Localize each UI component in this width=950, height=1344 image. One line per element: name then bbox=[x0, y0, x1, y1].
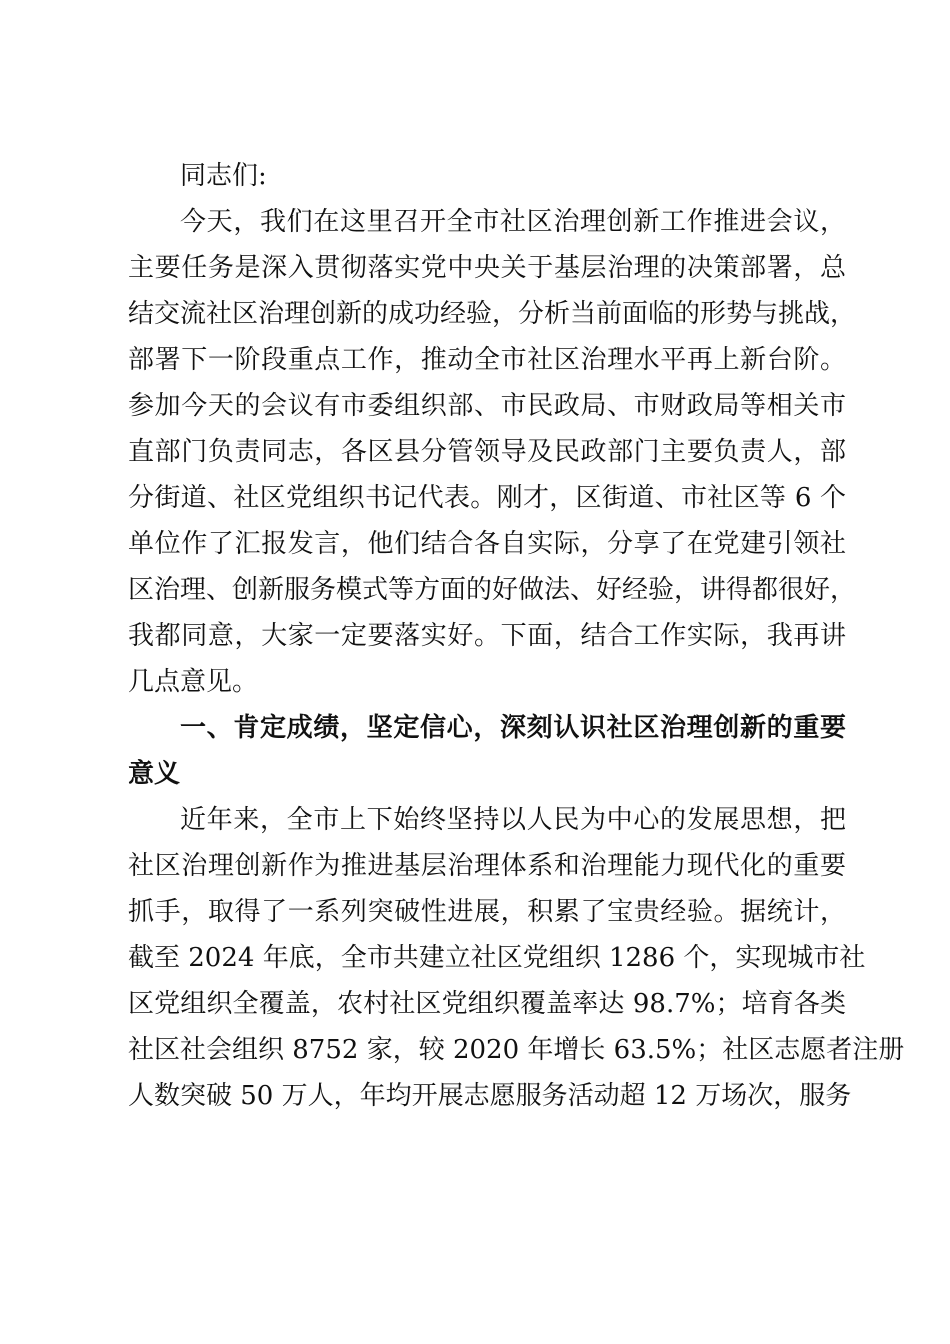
document-page bbox=[128, 153, 905, 1119]
heading-line: 一、肯定成绩，坚定信心，深刻认识社区治理创新的重要 bbox=[180, 713, 846, 743]
paragraph-line: 今天，我们在这里召开全市社区治理创新工作推进会议， bbox=[180, 207, 846, 237]
paragraph-line: 部署下一阶段重点工作，推动全市社区治理水平再上新台阶。 bbox=[128, 345, 846, 375]
paragraph-line: 分街道、社区党组织书记代表。刚才，区街道、市社区等 6 个 bbox=[128, 483, 846, 513]
paragraph-line: 我都同意，大家一定要落实好。下面，结合工作实际，我再讲 bbox=[128, 621, 846, 651]
paragraph-line: 几点意见。 bbox=[128, 667, 259, 697]
paragraph-line: 截至 2024 年底，全市共建立社区党组织 1286 个，实现城市社 bbox=[128, 943, 866, 973]
paragraph-line: 直部门负责同志，各区县分管领导及民政部门主要负责人，部 bbox=[128, 437, 846, 467]
salutation: 同志们: bbox=[180, 161, 267, 191]
paragraph-line: 单位作了汇报发言，他们结合各自实际，分享了在党建引领社 bbox=[128, 529, 846, 559]
paragraph-line: 人数突破 50 万人，年均开展志愿服务活动超 12 万场次，服务 bbox=[128, 1081, 852, 1111]
paragraph-line: 主要任务是深入贯彻落实党中央关于基层治理的决策部署，总 bbox=[128, 253, 846, 283]
heading-line: 意义 bbox=[128, 759, 181, 789]
paragraph-line: 社区社会组织 8752 家，较 2020 年增长 63.5%；社区志愿者注册 bbox=[128, 1035, 905, 1065]
paragraph-line: 区治理、创新服务模式等方面的好做法、好经验，讲得都很好， bbox=[128, 575, 857, 605]
paragraph-line: 结交流社区治理创新的成功经验，分析当前面临的形势与挑战， bbox=[128, 299, 857, 329]
paragraph-line: 社区治理创新作为推进基层治理体系和治理能力现代化的重要 bbox=[128, 851, 846, 881]
paragraph-opening bbox=[128, 199, 857, 705]
paragraph-achievements bbox=[128, 797, 905, 1119]
paragraph-line: 参加今天的会议有市委组织部、市民政局、市财政局等相关市 bbox=[128, 391, 846, 421]
paragraph-line: 区党组织全覆盖，农村社区党组织覆盖率达 98.7%；培育各类 bbox=[128, 989, 846, 1019]
paragraph-line: 抓手，取得了一系列突破性进展，积累了宝贵经验。据统计， bbox=[128, 897, 846, 927]
section-heading-1 bbox=[128, 705, 846, 797]
paragraph-line: 近年来，全市上下始终坚持以人民为中心的发展思想，把 bbox=[180, 805, 846, 835]
